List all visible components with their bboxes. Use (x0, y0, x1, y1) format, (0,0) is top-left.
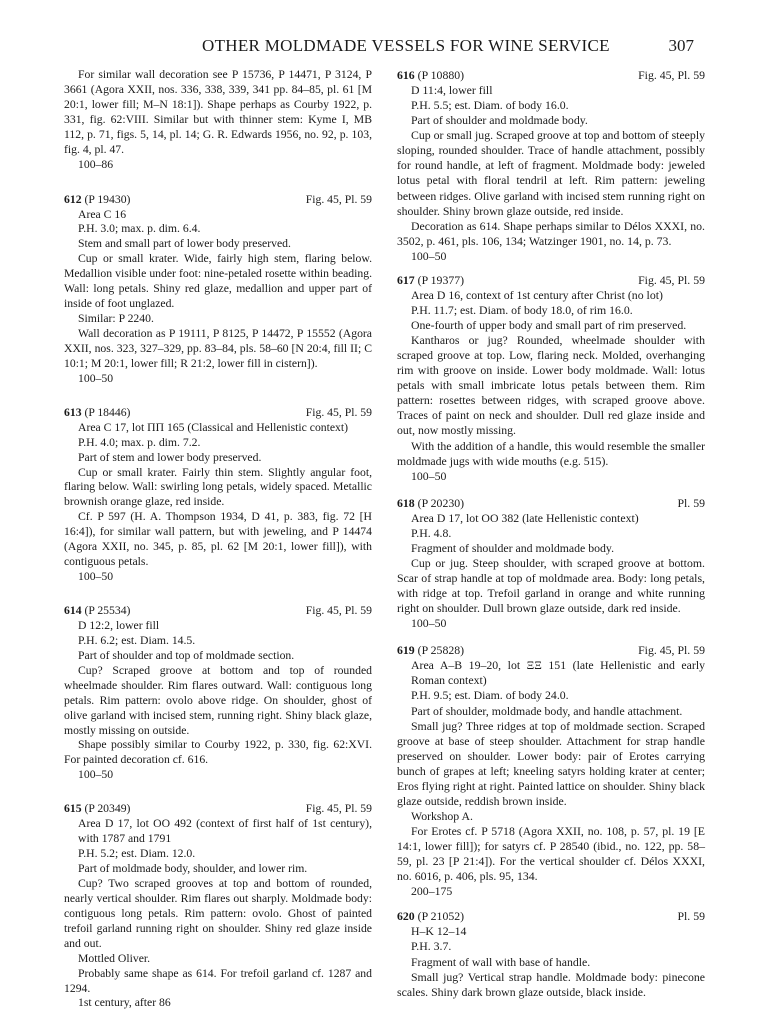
preservation: Fragment of shoulder and moldmade body. (411, 540, 615, 555)
catalogue-entry-618 (397, 496, 705, 632)
entry-heading (397, 909, 705, 924)
entry-date: 100–50 (78, 768, 114, 782)
catalogue-entry-614 (64, 604, 372, 783)
comparanda: With the addition of a handle, this would resemble the smaller moldmade jugs with wide mouths (e.g. 515). (397, 438, 705, 468)
comparanda: Wall decoration as P 19111, P 8125, P 14472, P 15552 (Agora XXII, nos. 323, 327–329, pp. 83–84, pls. 58–60 [N 20:4, fill II; C 10:1; M 20:1, lower fill; R 21:2, lower fill in cistern]). (64, 327, 372, 370)
comparanda: Shape possibly similar to Courby 1922, p. 330, fig. 62:XVI. For painted decoration cf. 616. (64, 738, 372, 767)
findspot: Area D 17, lot OO 492 (context of first half of 1st century), with 1787 and 1791 (78, 817, 372, 846)
comparanda: Cf. P 597 (H. A. Thompson 1934, D 41, p. 383, fig. 72 [H 16:4]), for similar wall pattern, but with jeweling, and P 14474 (Agora XXII, no. 345, p. 85, pl. 62 [M 20:1, lower fill]), with contiguous petals. (64, 510, 372, 569)
catalogue-entry-619 (397, 643, 705, 899)
preservation: Part of stem and lower body preserved. (78, 450, 262, 464)
entry-heading (64, 193, 372, 208)
preservation: Stem and small part of lower body preserved. (78, 237, 291, 251)
entry-date: 1st century, after 86 (78, 996, 171, 1010)
comparanda: Decoration as 614. Shape perhaps similar to Délos XXXI, no. 3502, p. 461, pls. 106, 134; Watzinger 1901, no. 14, p. 73. (397, 218, 705, 248)
entry-date: 100–50 (78, 570, 114, 584)
figure-reference: Fig. 45, Pl. 59 (638, 643, 705, 658)
dimensions: P.H. 3.0; max. p. dim. 6.4. (78, 222, 201, 236)
description: Cup? Scraped groove at bottom and top of rounded wheelmade shoulder. Rim flares outward. Wall: contiguous long petals. Rim pattern: ovolo above ridge. On shoulder, ghost of olive garland with incised stem, running right. Shiny black glaze, mostly missing on outside. (64, 663, 372, 737)
entry-heading (397, 643, 705, 658)
findspot: Area D 17, lot OO 382 (late Hellenistic context) (411, 510, 639, 525)
entry-heading (397, 68, 705, 83)
running-title: OTHER MOLDMADE VESSELS FOR WINE SERVICE (202, 36, 610, 55)
findspot: D 11:4, lower fill (411, 83, 493, 98)
left-column (64, 68, 372, 1011)
findspot: D 12:2, lower fill (78, 618, 160, 632)
findspot: Area D 16, context of 1st century after Christ (no lot) (411, 287, 663, 302)
entry-number: 619 (397, 643, 415, 658)
inventory-number: (P 10880) (417, 68, 465, 82)
entry-number: 613 (64, 405, 82, 419)
comparanda: Similar: P 2240. (78, 312, 154, 326)
inventory-number: (P 20349) (84, 802, 131, 816)
catalogue-entry-620 (397, 909, 705, 999)
description: Cup or small krater. Wide, fairly high stem, flaring below. Medallion visible under foot: nine-petaled rosette within beading. Wall: long petals. Shiny red glaze, medallion and upper part of inside of foot unglazed. (64, 252, 372, 311)
right-column (397, 68, 705, 1000)
entry-date: 200–175 (411, 884, 453, 899)
catalogue-entry-617 (397, 273, 705, 484)
findspot: Area A–B 19–20, lot ΞΞ 151 (late Hellenistic and early Roman context) (411, 658, 705, 688)
description: Small jug? Vertical strap handle. Moldmade body: pinecone scales. Shiny dark brown glaze outside, black inside. (397, 969, 705, 999)
entry-number: 615 (64, 802, 82, 816)
catalogue-entry-616 (397, 68, 705, 264)
entry-number: 617 (397, 272, 415, 287)
figure-reference: Pl. 59 (677, 909, 705, 924)
preservation: Fragment of wall with base of handle. (411, 954, 591, 969)
inventory-number: (P 20230) (417, 495, 465, 510)
description: Cup or small krater. Fairly thin stem. Slightly angular foot, flaring below. Wall: swirling long petals, widely spaced. Metallic brownish orange glaze, red inside. (64, 465, 372, 509)
inventory-number: (P 19430) (84, 192, 131, 206)
dimensions: P.H. 11.7; est. Diam. of body 18.0, of rim 16.0. (411, 302, 633, 317)
preservation: One-fourth of upper body and small part of rim preserved. (411, 318, 687, 332)
findspot: H–K 12–14 (411, 924, 467, 939)
entry-number: 618 (397, 495, 415, 510)
preservation: Part of shoulder and moldmade body. (411, 113, 588, 128)
dimensions: P.H. 3.7. (411, 939, 452, 954)
intro-paragraph: For similar wall decoration see P 15736, P 14471, P 3124, P 3661 (Agora XXII, nos. 336, 338, 339, 341 pp. 84–85, pl. 61 [M 20:1, lower fill; M–N 18:1]). Shape perhaps as Courby 1922, p. 331, fig. 62:VIII. Similar but with thinner stem: Kyme I, MB 112, p. 71, figs. 5, 14, pl. 14; G. R. Edwards 1956, no. 92, p. 103, fig. 4, pl. 47. (64, 68, 372, 156)
entry-number: 620 (397, 909, 415, 924)
figure-reference: Fig. 45, Pl. 59 (305, 405, 372, 419)
entry-heading (64, 802, 372, 817)
entry-heading (64, 604, 372, 619)
inventory-number: (P 18446) (84, 405, 131, 419)
dimensions: P.H. 5.2; est. Diam. 12.0. (78, 847, 196, 861)
description: Kantharos or jug? Rounded, wheelmade shoulder with scraped groove at top. Low, flaring neck. Molded, overhanging rim with groove on inside. Lower body moldmade. Wall: lotus petals with small imbricate lotus petals between them. Rim pattern: rosettes between ridges, with scraped groove above. Traces of paint on neck and shoulder. Dull red glaze inside and out, now mostly missing. (397, 333, 705, 438)
entry-heading (397, 496, 705, 511)
preservation: Part of moldmade body, shoulder, and lower rim. (78, 862, 308, 875)
preservation: Part of shoulder, moldmade body, and handle attachment. (411, 703, 683, 718)
dimensions: P.H. 5.5; est. Diam. of body 16.0. (411, 98, 569, 113)
entry-heading (64, 406, 372, 421)
page-number: 307 (668, 36, 694, 55)
workshop: Workshop A. (411, 808, 473, 823)
figure-reference: Fig. 45, Pl. 59 (305, 192, 372, 206)
inventory-number: (P 19377) (417, 272, 465, 287)
dimensions: P.H. 9.5; est. Diam. of body 24.0. (411, 688, 569, 703)
entry-heading (397, 273, 705, 288)
entry-date: 100–50 (411, 248, 447, 263)
figure-reference: Pl. 59 (677, 495, 705, 510)
entry-number: 616 (397, 68, 415, 82)
intro-continuation (64, 68, 372, 173)
inventory-number: (P 25828) (417, 643, 465, 658)
inventory-number: (P 21052) (417, 909, 465, 924)
dimensions: P.H. 4.8. (411, 525, 452, 540)
description: Small jug? Three ridges at top of moldmade section. Scraped groove at base of steep shoulder. Attachment for strap handle preserved on shoulder. Lower body: pair of Erotes carrying bunch of grapes at left; kneeling satyrs holding krater at center; Eros flying right at right. Painted lattice on shoulder. Shiny black glaze outside, reddish brown inside. (397, 718, 705, 808)
catalogue-entry-613 (64, 406, 372, 585)
dimensions: P.H. 6.2; est. Diam. 14.5. (78, 633, 196, 647)
inventory-number: (P 25534) (84, 604, 131, 617)
preservation: Part of shoulder and top of moldmade section. (78, 648, 295, 662)
entry-date: 100–50 (411, 468, 447, 483)
workshop: Mottled Oliver. (78, 951, 151, 965)
figure-reference: Fig. 45, Pl. 59 (638, 272, 705, 287)
figure-reference: Fig. 45, Pl. 59 (305, 802, 372, 816)
running-head (0, 36, 764, 56)
comparanda: Probably same shape as 614. For trefoil garland cf. 1287 and 1294. (64, 966, 372, 995)
catalogue-entry-615 (64, 802, 372, 1011)
entry-number: 614 (64, 604, 82, 617)
intro-date: 100–86 (78, 157, 114, 171)
findspot: Area C 16 (78, 207, 127, 221)
description: Cup or small jug. Scraped groove at top and bottom of steeply sloping, rounded shoulder. Trace of handle attachment, possibly for round handle, at left of fragment. Moldmade body: jeweled lotus petal with floral tendril at left. Rim pattern: jeweling between ridges. Olive garland with incised stem running right on shoulder. Shiny brown glaze outside, red inside. (397, 128, 705, 218)
comparanda: For Erotes cf. P 5718 (Agora XXII, no. 108, p. 57, pl. 19 [E 14:1, lower fill]); for satyrs cf. P 28540 (ibid., no. 122, pp. 58–59, pl. 23 [P 21:4]). For the vertical shoulder cf. Délos XXXI, no. 6016, p. 406, pls. 95, 134. (397, 824, 705, 884)
entry-date: 100–50 (411, 616, 447, 631)
figure-reference: Fig. 45, Pl. 59 (305, 604, 372, 617)
dimensions: P.H. 4.0; max. p. dim. 7.2. (78, 435, 201, 449)
entry-date: 100–50 (78, 371, 114, 385)
description: Cup? Two scraped grooves at top and bottom of rounded, nearly vertical shoulder. Rim flares out sharply. Moldmade body: contiguous long petals. Rim pattern: ovolo. Ghost of painted trefoil garland running right on shoulder. Shiny red glaze inside and out. (64, 876, 372, 950)
findspot: Area C 17, lot ΠΠ 165 (Classical and Hellenistic context) (78, 420, 349, 434)
figure-reference: Fig. 45, Pl. 59 (638, 68, 705, 82)
entry-number: 612 (64, 192, 82, 206)
catalogue-entry-612 (64, 193, 372, 387)
description: Cup or jug. Steep shoulder, with scraped groove at bottom. Scar of strap handle at top of moldmade area. Body: long petals, with ridge at top. Trefoil garland in orange and white running right on shoulder. Dull brown glaze outside, dark red inside. (397, 555, 705, 616)
